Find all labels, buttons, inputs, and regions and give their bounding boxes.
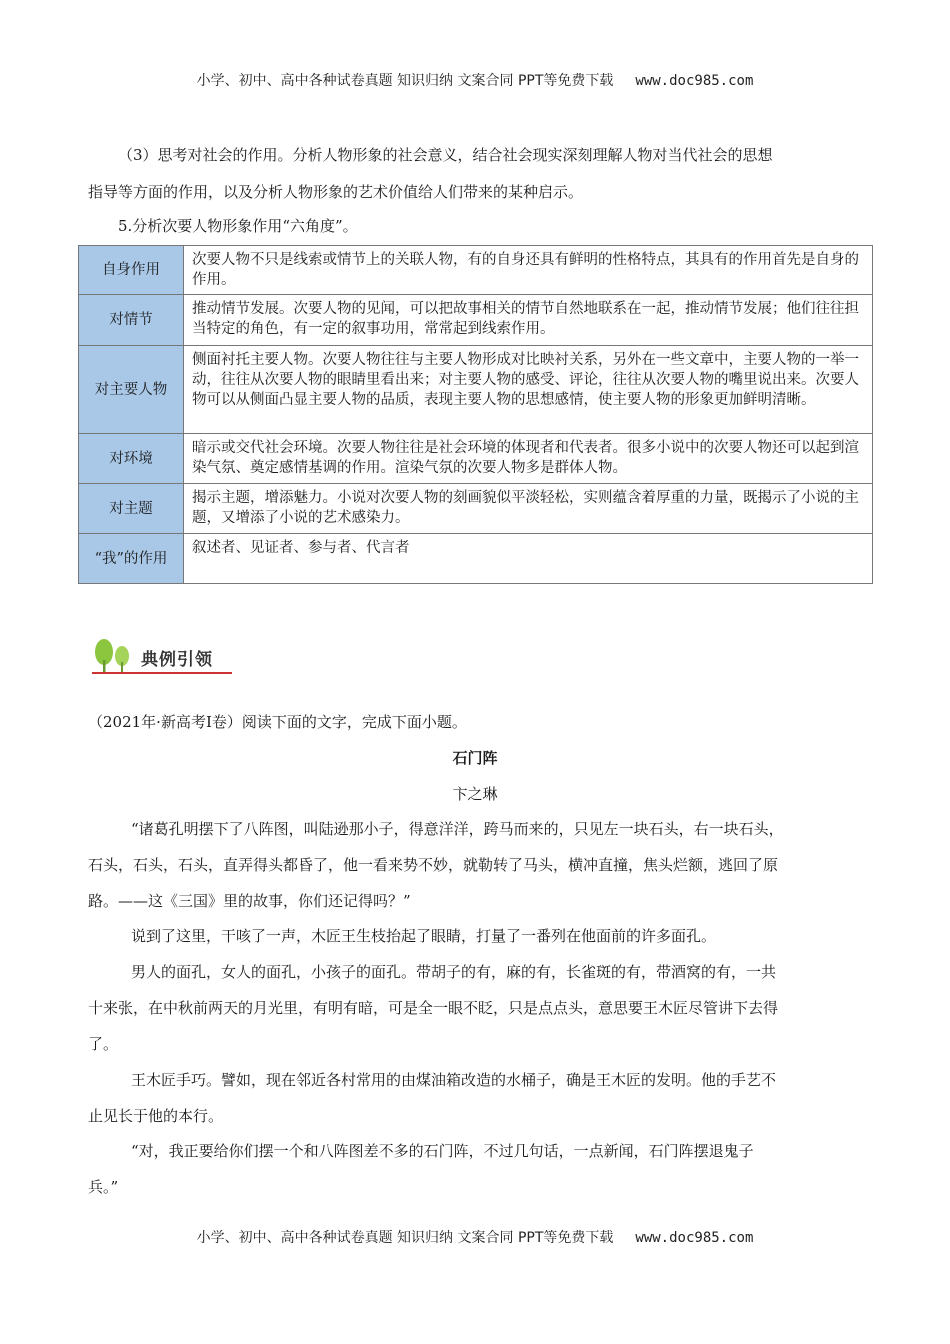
intro-p3-line2: 指导等方面的作用，以及分析人物形象的艺术价值给人们带来的某种启示。 bbox=[88, 183, 584, 201]
row-label: 对环境 bbox=[79, 434, 184, 484]
para3-line2: 十来张，在中秋前两天的月光里，有明有暗，可是全一眼不眨，只是点点头，意思要王木匠尽管讲下去得 bbox=[88, 999, 779, 1017]
table-row bbox=[79, 534, 873, 584]
row-label: 对主题 bbox=[79, 484, 184, 534]
para3-line1: 男人的面孔，女人的面孔，小孩子的面孔。带胡子的有，麻的有，长雀斑的有，带酒窝的有，一共 bbox=[131, 963, 777, 981]
para5-line2: 兵。” bbox=[88, 1178, 119, 1196]
story-title: 石门阵 bbox=[452, 749, 498, 767]
row-content: 暗示或交代社会环境。次要人物往往是社会环境的体现者和代表者。很多小说中的次要人物还可以起到渲染气氛、奠定感情基调的作用。渲染气氛的次要人物多是群体人物。 bbox=[184, 434, 873, 484]
story-author: 卞之琳 bbox=[452, 785, 498, 803]
section-underline bbox=[92, 672, 232, 674]
table-row bbox=[79, 434, 873, 484]
intro-p3-line1: （3）思考对社会的作用。分析人物形象的社会意义，结合社会现实深刻理解人物对当代社会的思想 bbox=[118, 146, 773, 164]
row-label: 自身作用 bbox=[79, 246, 184, 295]
row-label: 对情节 bbox=[79, 295, 184, 346]
row-content: 叙述者、见证者、参与者、代言者 bbox=[184, 534, 873, 584]
para4-line2: 止见长于他的本行。 bbox=[88, 1107, 224, 1125]
para2: 说到了这里，干咳了一声，木匠王生枝抬起了眼睛，打量了一番列在他面前的许多面孔。 bbox=[131, 927, 717, 945]
page-header bbox=[0, 70, 950, 90]
role-table bbox=[78, 245, 873, 584]
section-title: 典例引领 bbox=[141, 650, 213, 670]
para1-line1: “诸葛孔明摆下了八阵图，叫陆逊那小子，得意洋洋，跨马而来的，只见左一块石头，右一块石头， bbox=[131, 820, 784, 838]
row-label: 对主要人物 bbox=[79, 346, 184, 434]
footer-text: 小学、初中、高中各种试卷真题 知识归纳 文案合同 PPT等免费下载 bbox=[196, 1230, 614, 1246]
intro-p5: 5.分析次要人物形象作用“六角度”。 bbox=[118, 217, 358, 235]
para1-line2: 石头，石头，石头，直弄得头都昏了，他一看来势不妙，就勒转了马头，横冲直撞，焦头烂额，逃回了原 bbox=[88, 856, 779, 874]
row-content: 侧面衬托主要人物。次要人物往往与主要人物形成对比映衬关系，另外在一些文章中，主要人物的一举一动，往往从次要人物的眼睛里看出来；对主要人物的感受、评论，往往从次要人物的嘴里说出来。次要人物可以从侧面凸显主要人物的品质，表现主要人物的思想感情，使主要人物的形象更加鲜明清晰。 bbox=[184, 346, 873, 434]
header-url[interactable]: www.doc985.com bbox=[635, 73, 754, 89]
table-row bbox=[79, 295, 873, 346]
table-row bbox=[79, 346, 873, 434]
table-row bbox=[79, 246, 873, 295]
row-content: 揭示主题，增添魅力。小说对次要人物的刻画貌似平淡轻松，实则蕴含着厚重的力量，既揭示了小说的主题，又增添了小说的艺术感染力。 bbox=[184, 484, 873, 534]
page-footer bbox=[0, 1227, 950, 1247]
para3-line3: 了。 bbox=[88, 1035, 119, 1053]
row-content: 推动情节发展。次要人物的见闻，可以把故事相关的情节自然地联系在一起，推动情节发展；他们往往担当特定的角色，有一定的叙事功用，常常起到线索作用。 bbox=[184, 295, 873, 346]
example-source: （2021年·新高考Ⅰ卷）阅读下面的文字，完成下面小题。 bbox=[88, 713, 467, 731]
row-content: 次要人物不只是线索或情节上的关联人物，有的自身还具有鲜明的性格特点，其具有的作用首先是自身的作用。 bbox=[184, 246, 873, 295]
table-row bbox=[79, 484, 873, 534]
para4-line1: 王木匠手巧。譬如，现在邻近各村常用的由煤油箱改造的水桶子，确是王木匠的发明。他的手艺不 bbox=[131, 1071, 777, 1089]
para5-line1: “对，我正要给你们摆一个和八阵图差不多的石门阵，不过几句话，一点新闻，石门阵摆退鬼子 bbox=[131, 1142, 754, 1160]
row-label: “我”的作用 bbox=[79, 534, 184, 584]
footer-url[interactable]: www.doc985.com bbox=[635, 1230, 754, 1246]
header-text: 小学、初中、高中各种试卷真题 知识归纳 文案合同 PPT等免费下载 bbox=[196, 73, 614, 89]
para1-line3: 路。——这《三国》里的故事，你们还记得吗？” bbox=[88, 892, 411, 910]
